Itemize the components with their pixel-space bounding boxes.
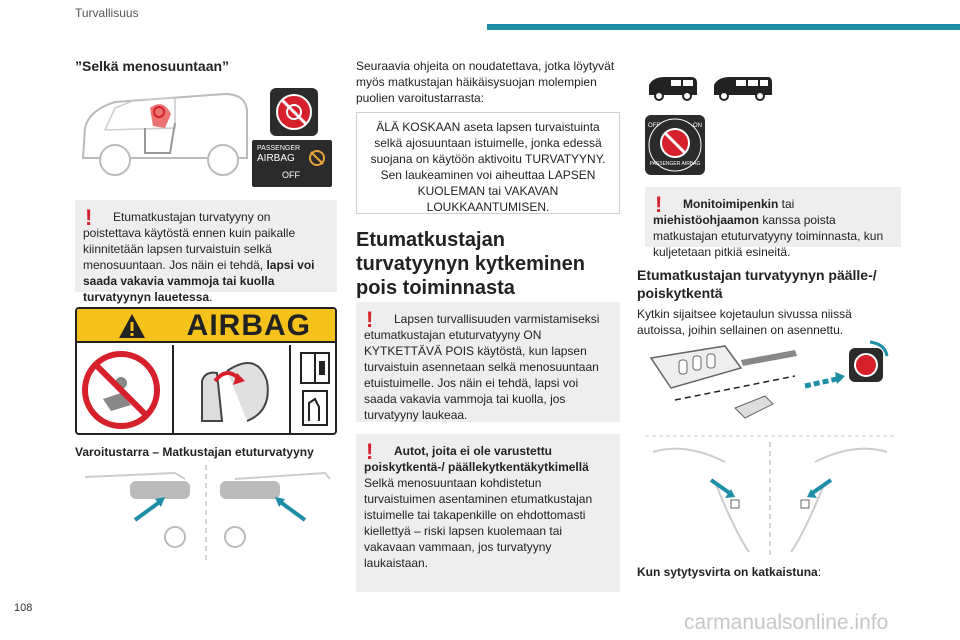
sticker-header bbox=[77, 309, 335, 343]
sticker-divider-2 bbox=[289, 345, 291, 435]
sticker-divider bbox=[172, 345, 174, 435]
warning-icon: ! bbox=[85, 205, 93, 230]
child-safety-warning bbox=[356, 302, 620, 422]
ignition-off-caption bbox=[637, 564, 821, 580]
section-heading-deactivate: Etumatkustajan turvatyynyn kytkeminen pois toiminnasta bbox=[356, 229, 585, 299]
warning-text-bold: lapsi voi saada vakavia vammoja tai kuolla turvatyynyn lauetessa bbox=[83, 258, 315, 304]
passenger-airbag-seal bbox=[645, 115, 705, 175]
seal-on-label: ON bbox=[693, 123, 702, 129]
child-safety-text: Lapsen turvallisuuden varmistamiseksi etumatkustajan etuturvatyyny ON KYTKETTÄVÄ POIS käytöstä, kun lapsen turvaistuin asennetaan selkä menosuuntaan etuistuimelle. Jos näin ei tehdä, lapsi voi saada vakavia vammoja tai kuolla, jos turvatyyny laukeaa. bbox=[364, 312, 600, 422]
warning-mid: tai bbox=[778, 197, 795, 211]
airbag-warning-sticker bbox=[75, 307, 337, 435]
warning-icon: ! bbox=[366, 307, 374, 332]
warning-text: Etumatkustajan turvatyyny on poistettava käytöstä ennen kuin paikalle kiinnitetään lapsen turvaistuin selkä menosuuntaan. Jos näin ei tehdä, bbox=[83, 210, 296, 272]
section-title: Turvallisuus bbox=[75, 6, 139, 20]
warning-text-end: . bbox=[209, 290, 213, 304]
warning-rest: kanssa poista matkustajan etuturvatyyny toiminnasta, kun kuljetetaan pitkiä esineitä. bbox=[653, 213, 884, 259]
manual-icon bbox=[297, 351, 333, 431]
dashboard-illustration bbox=[645, 432, 895, 558]
sticker-title: AIRBAG bbox=[186, 309, 311, 342]
instructions-intro: Seuraavia ohjeita on noudatettava, jotka löytyvät myös matkustajan häikäisysuojan molempien puolien varoitustarrasta: bbox=[356, 59, 615, 105]
long-items-warning bbox=[645, 187, 901, 259]
van-short-icon bbox=[645, 73, 700, 101]
seal-text: PASSENGER AIRBAG bbox=[649, 161, 701, 167]
airbag-off-seal-icon bbox=[270, 88, 318, 136]
passenger-airbag-off-panel bbox=[252, 140, 332, 187]
car-seat-illustration bbox=[75, 88, 250, 183]
seal-off-label: OFF bbox=[648, 123, 660, 129]
rear-facing-heading: ”Selkä menosuuntaan” bbox=[75, 58, 230, 74]
no-switch-warning bbox=[356, 434, 620, 592]
warning-boxed-text: ÄLÄ KOSKAAN aseta lapsen turvaistuinta selkä ajosuuntaan istuimelle, jonka edessä suojana on käytöön aktivoitu TURVATYYNY. Sen laukeaminen voi aiheuttaa LAPSEN KUOLEMAN tai VAKAVAN LOUKKAANTUMISEN. bbox=[356, 112, 620, 214]
warning-icon: ! bbox=[366, 439, 374, 464]
warning-icon: ! bbox=[655, 192, 663, 217]
no-switch-text: Selkä menosuuntaan kohdistetun turvaistuimen asentaminen etumatkustajan istuimelle tai takapenkille on ehdottomasti kiellettyä – riski lapsen kuolemaan tai vakavaan vammaan, jos turvatyyny laukaistaan. bbox=[364, 476, 593, 570]
page-number: 108 bbox=[14, 602, 33, 614]
key-switch-illustration bbox=[645, 338, 895, 428]
no-rear-facing-seat-icon bbox=[81, 349, 161, 431]
airbag-deploy-icon bbox=[187, 351, 287, 431]
airbag-label: AIRBAG bbox=[257, 153, 295, 164]
van-long-icon bbox=[710, 73, 775, 101]
switch-heading: Etumatkustajan turvatyynyn päälle-/ poiskytkentä bbox=[637, 267, 877, 301]
warning-bold-2: miehistöohjaamon bbox=[653, 213, 760, 227]
passenger-label: PASSENGER bbox=[257, 145, 301, 152]
off-label: OFF bbox=[282, 170, 300, 180]
switch-location-text: Kytkin sijaitsee kojetaulun sivussa niissä autoissa, joihin sellainen on asennettu. bbox=[637, 307, 852, 337]
no-switch-title: Autot, joita ei ole varustettu poiskytkentä-/ päällekytkentäkytkimellä bbox=[364, 444, 589, 474]
ignition-off-colon: : bbox=[817, 565, 822, 579]
watermark: carmanualsonline.info bbox=[684, 611, 889, 634]
warning-bold-1: Monitoimipenkin bbox=[683, 197, 779, 211]
sun-visor-illustration bbox=[75, 465, 337, 560]
hazard-triangle-icon bbox=[117, 312, 147, 340]
header-accent-bar bbox=[487, 24, 960, 30]
rear-facing-warning bbox=[75, 200, 337, 304]
seat-indicator-icon bbox=[307, 148, 327, 168]
sticker-caption: Varoitustarra – Matkustajan etuturvatyyny bbox=[75, 445, 314, 459]
ignition-off-bold: Kun sytytysvirta on katkaistuna bbox=[637, 565, 818, 579]
